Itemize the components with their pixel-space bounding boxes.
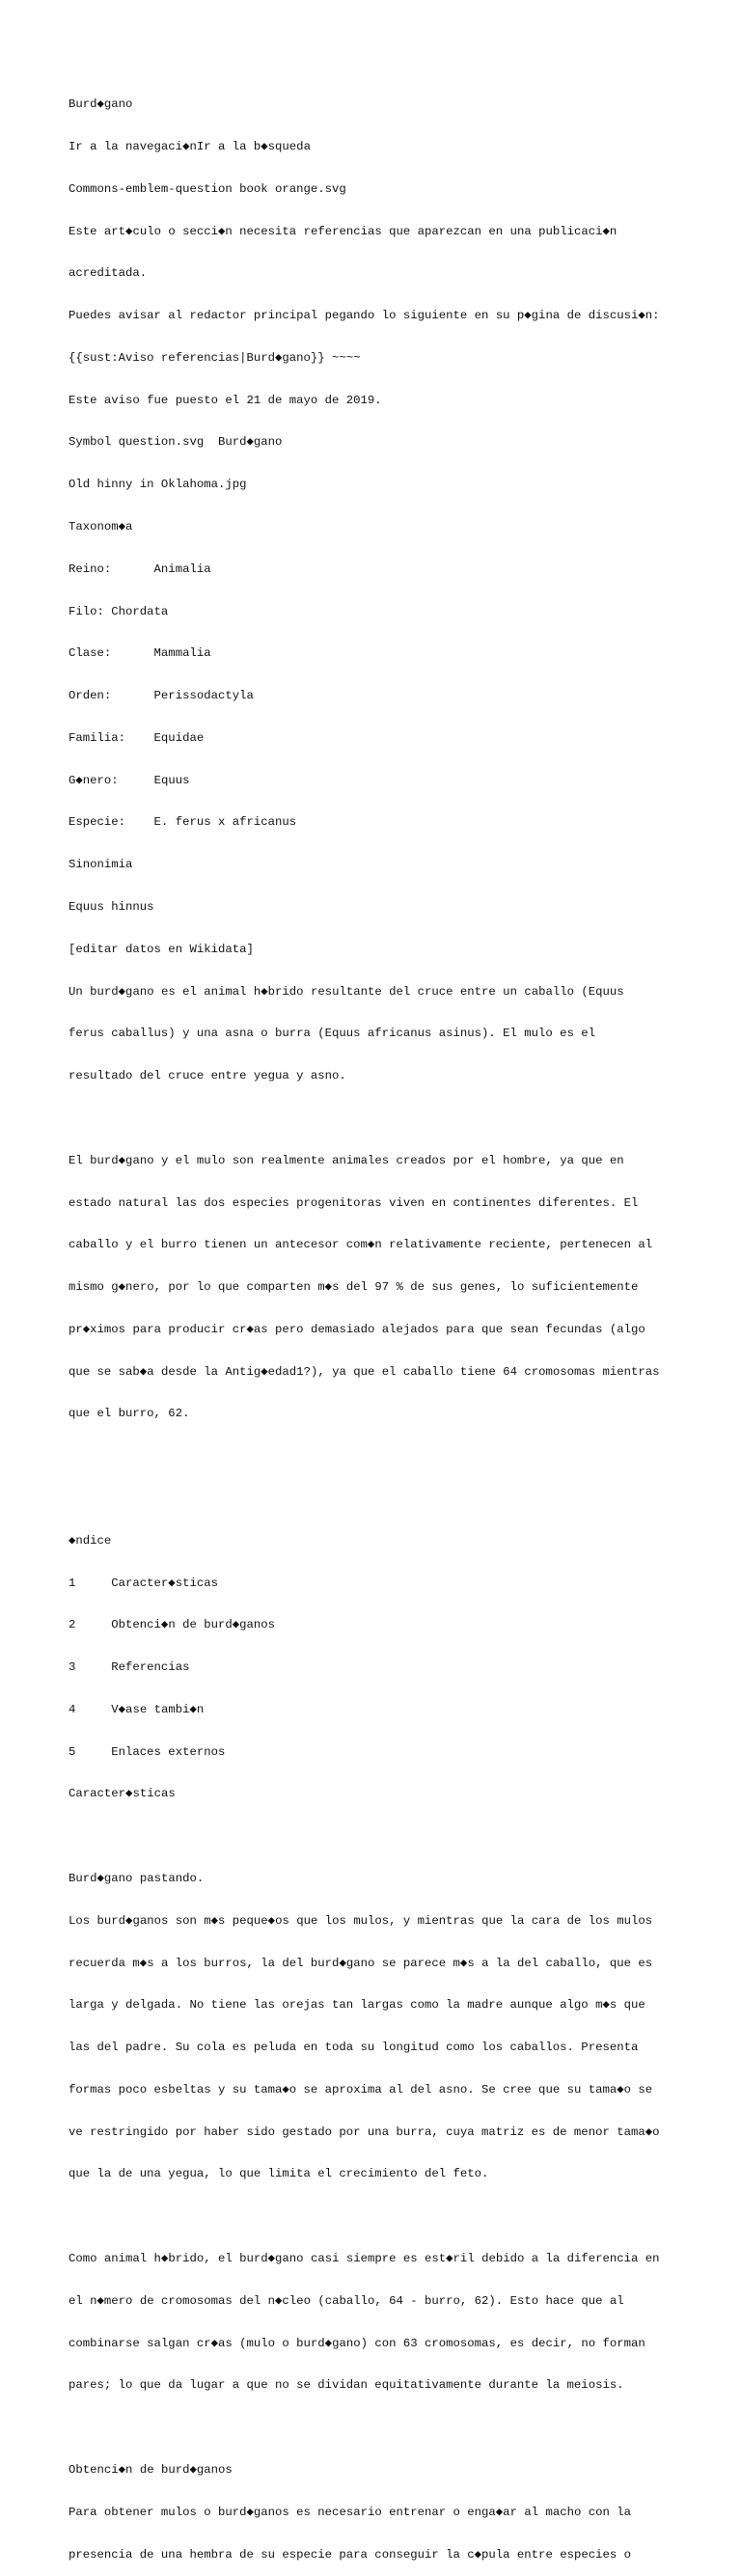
paragraph-line: pares; lo que da lugar a que no se dividan equitativamente durante la meiosis. xyxy=(69,2378,624,2393)
paragraph-line: ferus caballus) y una asna o burra (Equus africanus asinus). El mulo es el xyxy=(69,1027,596,1041)
infobox-image-filename: Old hinny in Oklahoma.jpg xyxy=(69,478,247,492)
paragraph-line: que el burro, 62. xyxy=(69,1407,190,1421)
paragraph-line: estado natural las dos especies progenitoras viven en continentes diferentes. El xyxy=(69,1195,639,1210)
paragraph-line: El burd◆gano y el mulo son realmente animales creados por el hombre, ya que en xyxy=(69,1153,624,1167)
notice-text: acreditada. xyxy=(69,266,148,281)
notice-date: Este aviso fue puesto el 21 de mayo de 2019. xyxy=(69,393,382,407)
paragraph-line: resultado del cruce entre yegua y asno. xyxy=(69,1069,346,1083)
blank-line xyxy=(69,2209,734,2224)
paragraph-line: que se sab◆a desde la Antig◆edad1?), ya que el caballo tiene 64 cromosomas mientras xyxy=(69,1364,660,1379)
article-title: Burd◆gano xyxy=(69,97,133,112)
infobox-title: Symbol question.svg Burd◆gano xyxy=(69,435,283,450)
taxonomy-row: Familia: Equidae xyxy=(69,730,205,745)
toc-item[interactable]: 5 Enlaces externos xyxy=(69,1744,226,1759)
section-heading: Caracter◆sticas xyxy=(69,1787,176,1801)
paragraph-line: el n◆mero de cromosomas del n◆cleo (caballo, 64 - burro, 62). Esto hace que al xyxy=(69,2293,624,2308)
edit-wikidata-link[interactable]: [editar datos en Wikidata] xyxy=(69,942,254,956)
paragraph-line: presencia de una hembra de su especie para conseguir la c◆pula entre especies o xyxy=(69,2547,631,2562)
taxonomy-row: Orden: Perissodactyla xyxy=(69,689,254,703)
paragraph-line: pr◆ximos para producir cr◆as pero demasiado alejados para que sean fecundas (algo xyxy=(69,1322,645,1336)
synonymy-heading: Sinonimia xyxy=(69,858,133,872)
toc-heading: ◆ndice xyxy=(69,1533,112,1548)
paragraph-line: larga y delgada. No tiene las orejas tan largas como la madre aunque algo m◆s que xyxy=(69,1998,645,2013)
paragraph-line: que la de una yegua, lo que limita el crecimiento del feto. xyxy=(69,2167,489,2181)
paragraph-line: formas poco esbeltas y su tama◆o se aproxima al del asno. Se cree que su tama◆o se xyxy=(69,2082,653,2096)
paragraph-line: Para obtener mulos o burd◆ganos es necesario entrenar o enga◆ar al macho con la xyxy=(69,2505,632,2519)
paragraph-line: Un burd◆gano es el animal h◆brido resultante del cruce entre un caballo (Equus xyxy=(69,984,624,999)
paragraph-line: mismo g◆nero, por lo que comparten m◆s del 97 % de sus genes, lo suficientemente xyxy=(69,1280,639,1295)
paragraph-line: combinarse salgan cr◆as (mulo o burd◆gano) con 63 cromosomas, es decir, no forman xyxy=(69,2336,645,2350)
blank-line xyxy=(69,1111,734,1126)
image-caption: Burd◆gano pastando. xyxy=(69,1872,205,1885)
taxonomy-heading: Taxonom◆a xyxy=(69,520,133,534)
document-page xyxy=(69,69,734,2576)
taxonomy-row: G◆nero: Equus xyxy=(69,773,190,787)
synonym: Equus hinnus xyxy=(69,900,154,915)
taxonomy-row: Especie: E. ferus x africanus xyxy=(69,815,297,830)
notice-text: Este art◆culo o secci◆n necesita referencias que aparezcan en una publicaci◆n xyxy=(69,224,618,238)
paragraph-line: Como animal h◆brido, el burd◆gano casi siempre es est◆ril debido a la diferencia en xyxy=(69,2252,660,2266)
paragraph-line: recuerda m◆s a los burros, la del burd◆gano se parece m◆s a la del caballo, que es xyxy=(69,1956,653,1970)
paragraph-line: Los burd◆ganos son m◆s peque◆os que los mulos, y mientras que la cara de los mulos xyxy=(69,1913,653,1928)
blank-line xyxy=(69,2421,734,2435)
taxonomy-row: Clase: Mammalia xyxy=(69,646,211,661)
paragraph-line: ve restringido por haber sido gestado por una burra, cuya matriz es de menor tama◆o xyxy=(69,2124,660,2139)
taxonomy-row: Filo: Chordata xyxy=(69,604,169,618)
taxonomy-row: Reino: Animalia xyxy=(69,562,211,576)
toc-item[interactable]: 2 Obtenci◆n de burd◆ganos xyxy=(69,1618,276,1632)
notice-icon-filename: Commons-emblem-question book orange.svg xyxy=(69,181,346,196)
toc-item[interactable]: 3 Referencias xyxy=(69,1660,190,1675)
skip-links[interactable]: Ir a la navegaci◆nIr a la b◆squeda xyxy=(69,139,311,153)
toc-item[interactable]: 1 Caracter◆sticas xyxy=(69,1576,218,1590)
paragraph-line: las del padre. Su cola es peluda en toda su longitud como los caballos. Presenta xyxy=(69,2041,639,2055)
blank-line xyxy=(69,1492,734,1506)
section-heading: Obtenci◆n de burd◆ganos xyxy=(69,2462,233,2477)
paragraph-line: caballo y el burro tienen un antecesor com◆n relativamente reciente, pertenecen al xyxy=(69,1238,653,1252)
blank-line xyxy=(69,1449,734,1464)
blank-line xyxy=(69,1829,734,1844)
notice-template: {{sust:Aviso referencias|Burd◆gano}} ~~~~ xyxy=(69,350,361,365)
notice-text: Puedes avisar al redactor principal pegando lo siguiente en su p◆gina de discusi◆n: xyxy=(69,309,660,323)
toc-item[interactable]: 4 V◆ase tambi◆n xyxy=(69,1702,205,1716)
